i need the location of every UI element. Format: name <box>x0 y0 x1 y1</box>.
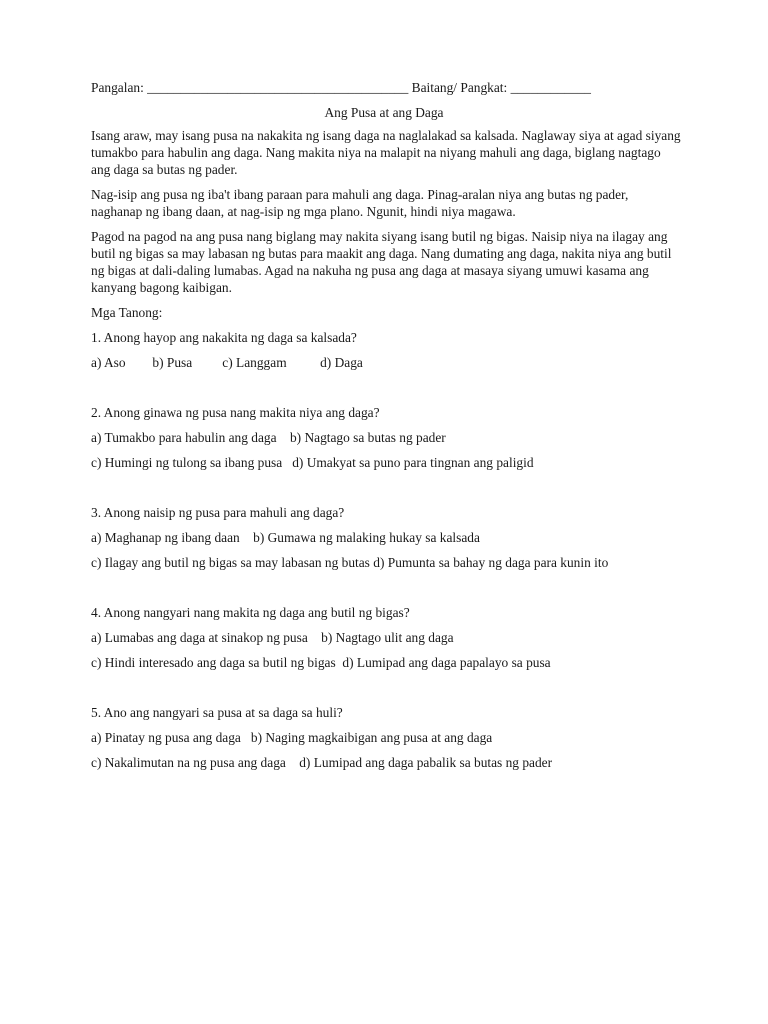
story-title: Ang Pusa at ang Daga <box>324 105 444 120</box>
question-5 <box>91 704 681 771</box>
worksheet-header <box>91 79 651 97</box>
question-1-options-line-1: a) Aso b) Pusa c) Langgam d) Daga <box>91 355 363 370</box>
grade-label: Baitang/ Pangkat: <box>411 80 508 95</box>
question-4-options-line-1: a) Lumabas ang daga at sinakop ng pusa b) Nagtago ulit ang daga <box>91 630 454 645</box>
name-blank: _______________________________________ <box>147 80 409 95</box>
question-1-text: 1. Anong hayop ang nakakita ng daga sa kalsada? <box>91 330 357 345</box>
question-4-text: 4. Anong nangyari nang makita ng daga ang butil ng bigas? <box>91 605 410 620</box>
question-5-text: 5. Ano ang nangyari sa pusa at sa daga sa huli? <box>91 705 343 720</box>
question-4 <box>91 604 681 671</box>
question-4-options-line-2: c) Hindi interesado ang daga sa butil ng bigas d) Lumipad ang daga papalayo sa pusa <box>91 655 551 670</box>
question-2-options-line-2: c) Humingi ng tulong sa ibang pusa d) Umakyat sa puno para tingnan ang paligid <box>91 455 534 470</box>
question-1 <box>91 329 681 371</box>
worksheet-body <box>91 127 681 779</box>
question-2-text: 2. Anong ginawa ng pusa nang makita niya ang daga? <box>91 405 380 420</box>
story-paragraph-3: Pagod na pagod na ang pusa nang biglang may nakita siyang isang butil ng bigas. Naisip niya na ilagay ang butil ng bigas sa may labasan ng butas para maakit ang daga. Nang dumating ang daga, nakita niya ang butil ng bigas at dali-daling lumabas. Agad na nakuha ng pusa ang daga at masaya siyang umuwi kasama ang kanyang bagong kaibigan. <box>91 229 672 295</box>
name-label: Pangalan: <box>91 80 144 95</box>
story-paragraph-2: Nag-isip ang pusa ng iba't ibang paraan para mahuli ang daga. Pinag-aralan niya ang butas ng pader, naghanap ng ibang daan, at nag-isip ng mga plano. Ngunit, hindi niya magawa. <box>91 187 629 219</box>
question-2 <box>91 404 681 471</box>
question-5-options-line-1: a) Pinatay ng pusa ang daga b) Naging magkaibigan ang pusa at ang daga <box>91 730 493 745</box>
question-3-options-line-1: a) Maghanap ng ibang daan b) Gumawa ng malaking hukay sa kalsada <box>91 530 480 545</box>
story-paragraph-1: Isang araw, may isang pusa na nakakita ng isang daga na naglalakad sa kalsada. Naglaway siya at agad siyang tumakbo para habulin ang daga. Nang makita niya na malapit na niyang mahuli ang daga, biglang nagtago ang daga sa butas ng pader. <box>91 128 681 177</box>
questions-label: Mga Tanong: <box>91 305 163 320</box>
question-3-text: 3. Anong naisip ng pusa para mahuli ang daga? <box>91 505 345 520</box>
question-3 <box>91 504 681 571</box>
question-5-options-line-2: c) Nakalimutan na ng pusa ang daga d) Lumipad ang daga pabalik sa butas ng pader <box>91 755 553 770</box>
grade-blank: ____________ <box>510 80 591 95</box>
question-2-options-line-1: a) Tumakbo para habulin ang daga b) Nagtago sa butas ng pader <box>91 430 446 445</box>
question-3-options-line-2: c) Ilagay ang butil ng bigas sa may labasan ng butas d) Pumunta sa bahay ng daga para kunin ito <box>91 555 609 570</box>
